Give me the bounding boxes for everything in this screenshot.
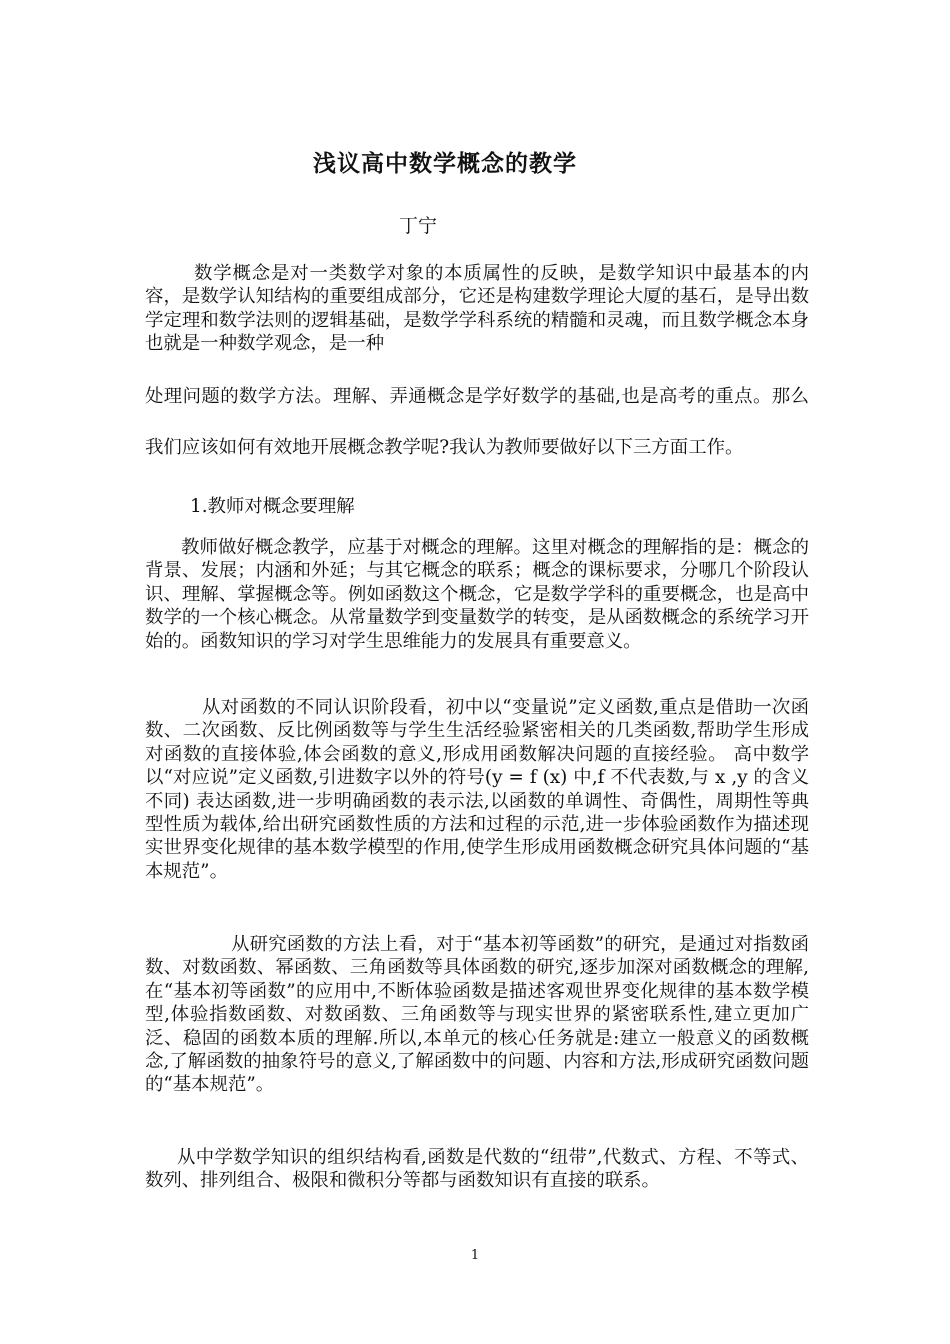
document-title: 浅议高中数学概念的教学 bbox=[313, 151, 577, 177]
page-number: 1 bbox=[470, 1248, 480, 1263]
author-name: 丁宁 bbox=[399, 215, 438, 237]
intro-paragraph-part2: 处理问题的数学方法。理解、弄通概念是学好数学的基础,也是高考的重点。那么我们应该如何有效地开展概念教学呢?我认为教师要做好以下三方面工作。 bbox=[145, 386, 809, 458]
body-paragraph-4: 从研究函数的方法上看，对于“基本初等函数”的研究，是通过对指数函数、对数函数、幂函数、三角函数等具体函数的研究,逐步加深对函数概念的理解,在“基本初等函数”的应用中,不断体验函数是描述客观世界变化规律的基本数学模型,体验指数函数、对数函数、三角函数等与现实世界的紧密联系性,建立更加广泛、稳固的函数本质的理解.所以,本单元的核心任务就是:建立一般意义的函数概念,了解函数的抽象符号的意义,了解函数中的问题、内容和方法,形成研究函数问题的“基本规范”。 bbox=[145, 934, 809, 1096]
body-paragraph-3: 从对函数的不同认识阶段看，初中以“变量说”定义函数,重点是借助一次函数、二次函数、反比例函数等与学生生活经验紧密相关的几类函数,帮助学生形成对函数的直接体验,体会函数的意义,形成用函数解决问题的直接经验。 高中数学以“对应说”定义函数,引进数字以外的符号(y = f (x) 中,f 不代表数,与 x ,y 的含义不同) 表达函数,进一步明确函数的表示法,以函数的单调性、奇偶性，周期性等典型性质为载体,给出研究函数性质的方法和过程的示范,进一步体验函数作为描述现实世界变化规律的基本数学模型的作用,使学生形成用函数概念研究具体问题的“基本规范”。 bbox=[145, 697, 809, 882]
section-heading-1: 1.教师对概念要理解 bbox=[190, 496, 355, 517]
intro-paragraph-part1: 数学概念是对一类数学对象的本质属性的反映，是数学知识中最基本的内容，是数学认知结构的重要组成部分，它还是构建数学理论大厦的基石，是导出数学定理和数学法则的逻辑基础，是数学学科系统的精髓和灵魂，而且数学概念本身也就是一种数学观念，是一种 bbox=[145, 263, 809, 355]
body-paragraph-5: 从中学数学知识的组织结构看,函数是代数的“纽带”,代数式、方程、不等式、数列、排列组合、极限和微积分等都与函数知识有直接的联系。 bbox=[145, 1147, 809, 1192]
body-paragraph-2: 教师做好概念教学，应基于对概念的理解。这里对概念的理解指的是：概念的背景、发展；内涵和外延；与其它概念的联系；概念的课标要求，分哪几个阶段认识、理解、掌握概念等。例如函数这个概念，它是数学学科的重要概念，也是高中数学的一个核心概念。从常量数学到变量数学的转变，是从函数概念的系统学习开始的。函数知识的学习对学生思维能力的发展具有重要意义。 bbox=[145, 537, 809, 652]
